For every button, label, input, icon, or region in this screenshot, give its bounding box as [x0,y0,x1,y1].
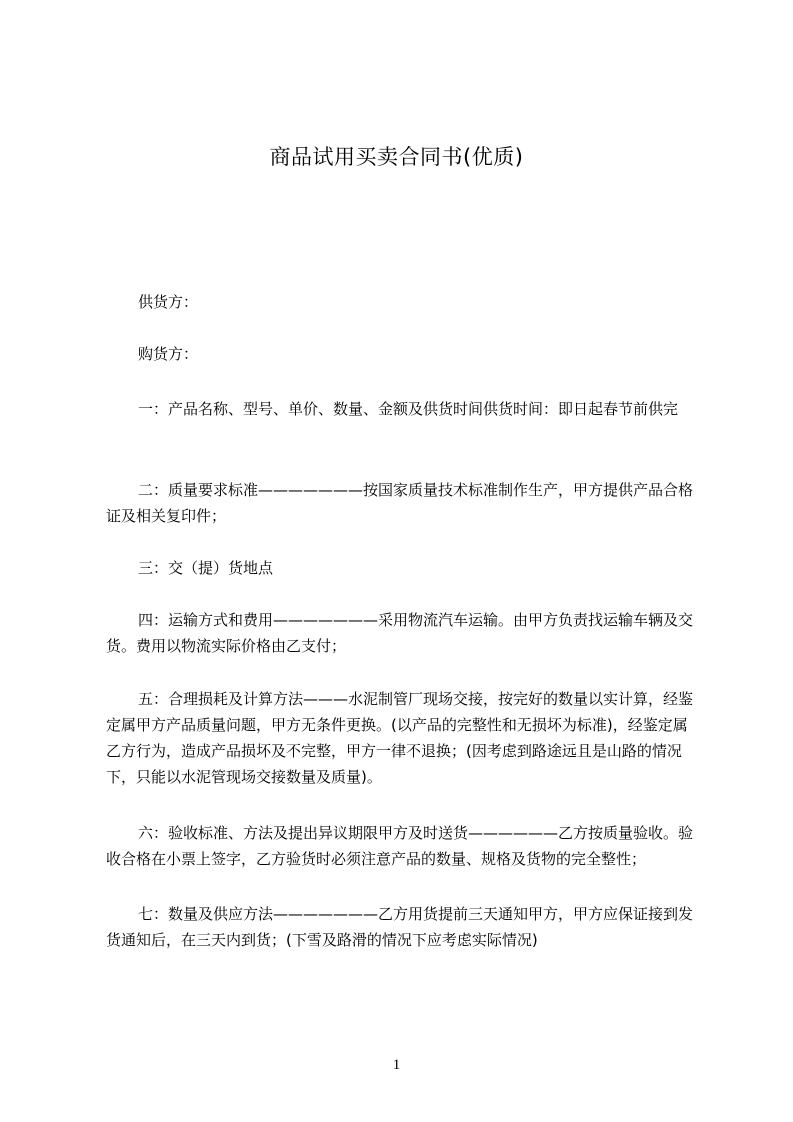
clause-7: 七：数量及供应方法———————乙方用货提前三天通知甲方，甲方应保证接到发货通知后，在三天内到货；(下雪及路滑的情况下应考虑实际情况) [106,905,694,949]
clause-3: 三：交（提）货地点 [138,559,274,577]
supplier-label: 供货方： [138,293,199,311]
buyer-label: 购货方： [138,345,199,363]
clause-1: 一：产品名称、型号、单价、数量、金额及供货时间供货时间：即日起春节前供完 [138,400,679,418]
clause-5: 五：合理损耗及计算方法———水泥制管厂现场交接，按完好的数量以实计算，经鉴定属甲方产品质量问题，甲方无条件更换。(以产品的完整性和无损坏为标准)，经鉴定属乙方行为，造成产品损坏及不完整，甲方一律不退换；(因考虑到路途远且是山路的情况下，只能以水泥管现场交接数量及质量)。 [106,690,694,786]
clause-4: 四：运输方式和费用———————采用物流汽车运输。由甲方负责找运输车辆及交货。费用以物流实际价格由乙支付； [106,611,694,655]
document-title: 商品试用买卖合同书(优质) [269,145,524,169]
clause-6: 六：验收标准、方法及提出异议期限甲方及时送货——————乙方按质量验收。验收合格在小票上签字，乙方验货时必须注意产品的数量、规格及货物的完全整性； [106,824,694,868]
clause-2: 二：质量要求标准———————按国家质量技术标准制作生产，甲方提供产品合格证及相关复印件； [106,481,694,525]
page-number: 1 [392,1057,401,1073]
